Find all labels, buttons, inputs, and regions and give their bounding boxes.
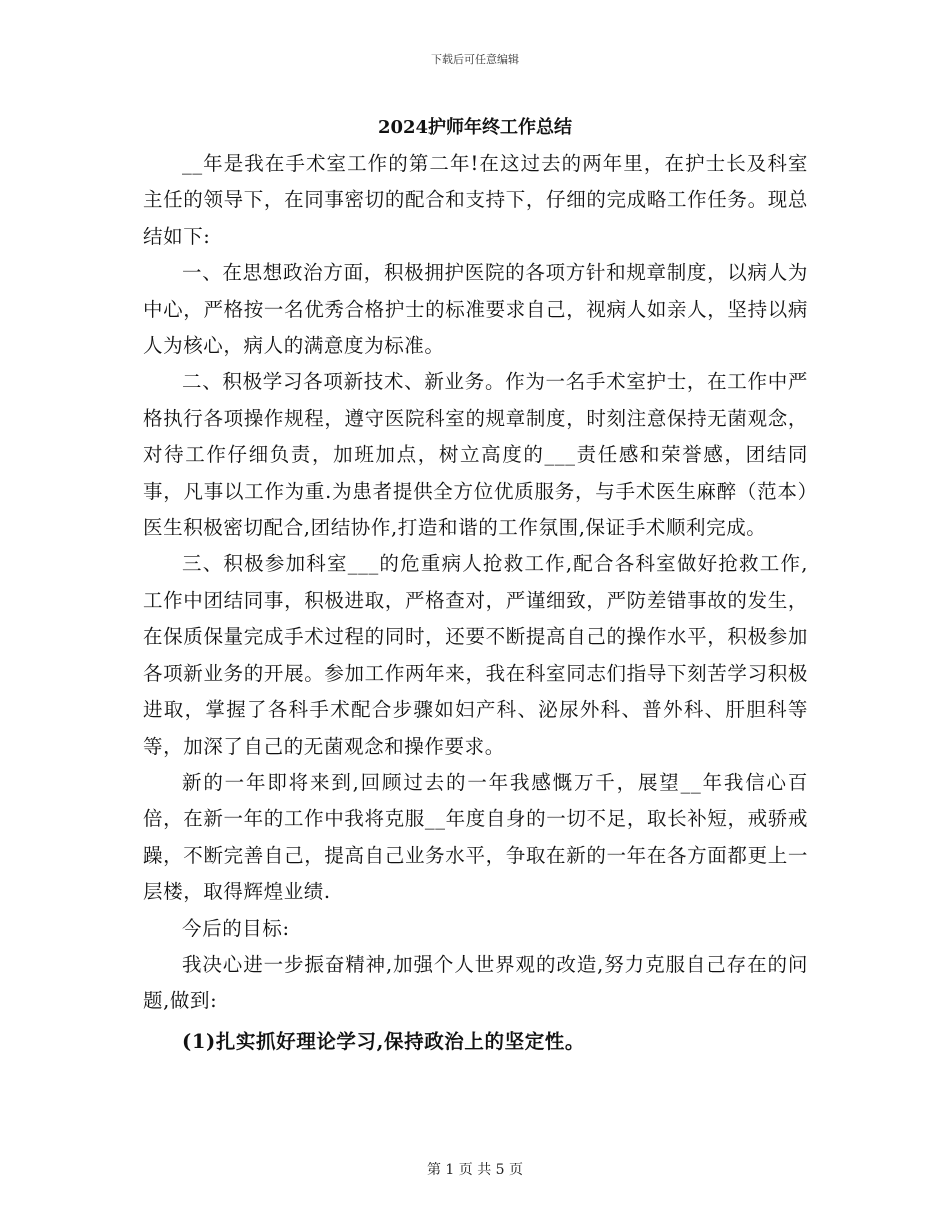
- paragraph-intro: __年是我在手术室工作的第二年!在这过去的两年里，在护士长及科室主任的领导下，在同事密切的配合和支持下，仔细的完成略工作任务。现总结如下:: [143, 152, 808, 248]
- paragraph-learning: 二、积极学习各项新技术、新业务。作为一名手术室护士，在工作中严格执行各项操作规程，遵守医院科室的规章制度，时刻注意保持无菌观念，对待工作仔细负责，加班加点，树立高度的___责任感和荣誉感，团结同事，凡事以工作为重.为患者提供全方位优质服务，与手术医生麻醉（范本）医生积极密切配合,团结协作,打造和谐的工作氛围,保证手术顺利完成。: [143, 370, 808, 540]
- paragraph-political: 一、在思想政治方面，积极拥护医院的各项方针和规章制度，以病人为中心，严格按一名优秀合格护士的标准要求自己，视病人如亲人，坚持以病人为核心，病人的满意度为标准。: [143, 261, 808, 358]
- paragraph-new-year: 新的一年即将来到,回顾过去的一年我感慨万千，展望__年我信心百倍，在新一年的工作中我将克服__年度自身的一切不足，取长补短，戒骄戒躁，不断完善自己，提高自己业务水平，争取在新的一年在各方面都更上一层楼，取得辉煌业绩.: [143, 770, 808, 904]
- document-title: 2024护师年终工作总结: [377, 117, 573, 138]
- document-body: [143, 146, 808, 1060]
- paragraph-goals-heading: 今后的目标:: [182, 916, 290, 940]
- page-footer-number: 第 1 页 共 5 页: [426, 1162, 524, 1178]
- goal-item-1: (1)扎实抓好理论学习,保持政治上的坚定性。: [182, 1029, 586, 1053]
- page-header-note: 下载后可任意编辑: [431, 53, 519, 66]
- paragraph-rescue: 三、积极参加科室___的危重病人抢救工作,配合各科室做好抢救工作,工作中团结同事，积极进取，严格查对，严谨细致，严防差错事故的发生，在保质保量完成手术过程的同时，还要不断提高自己的操作水平，积极参加各项新业务的开展。参加工作两年来，我在科室同志们指导下刻苦学习积极进取，掌握了各科手术配合步骤如妇产科、泌尿外科、普外科、肝胆科等等，加深了自己的无菌观念和操作要求。: [143, 552, 808, 758]
- paragraph-resolution: 我决心进一步振奋精神,加强个人世界观的改造,努力克服自己存在的问题,做到:: [143, 952, 808, 1013]
